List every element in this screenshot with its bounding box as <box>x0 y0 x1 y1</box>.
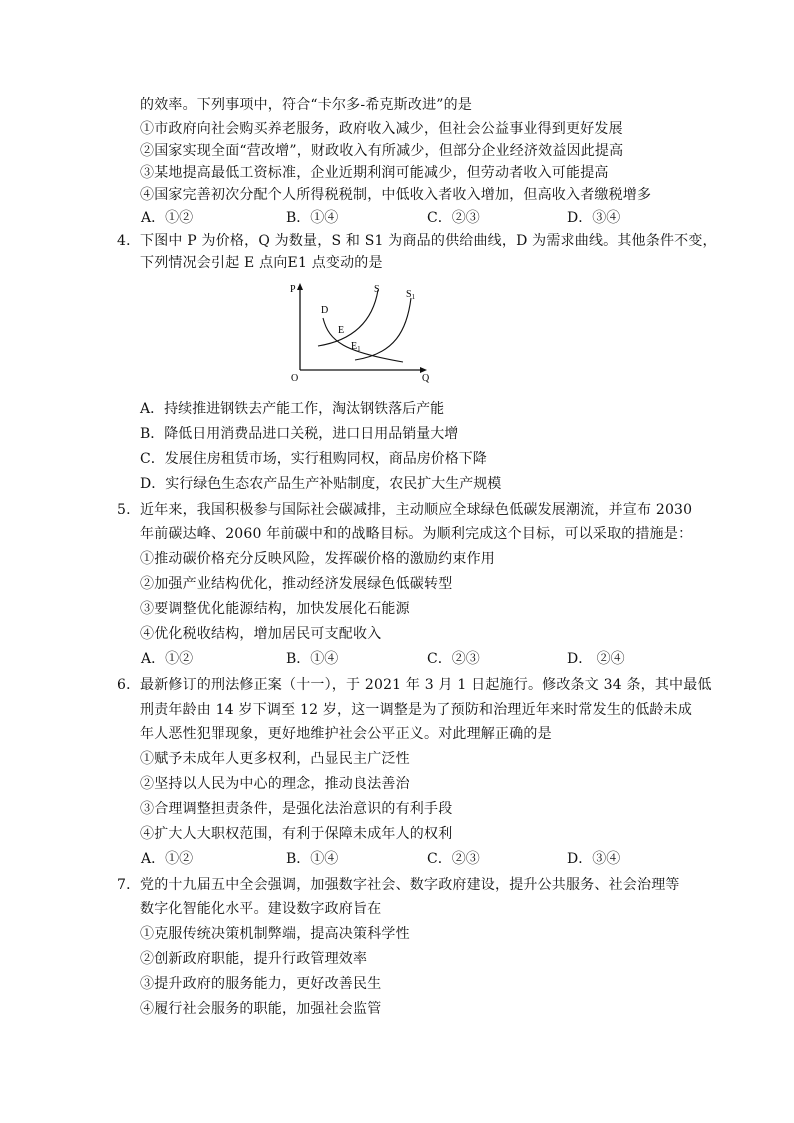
s-label: S <box>374 284 380 295</box>
q5-item-4: ④优化税收结构，增加居民可支配收入 <box>140 626 382 642</box>
q3-option-a: A．①② <box>141 210 194 226</box>
q6-option-a: A．①② <box>141 851 194 867</box>
q7-item-3: ③提升政府的服务能力，更好改善民生 <box>140 976 382 992</box>
q5-option-b: B．①④ <box>286 651 339 667</box>
q4-choice-a: A．持续推进钢铁去产能工作，淘汰钢铁落后产能 <box>140 401 445 417</box>
q6-stem-line-2: 刑责年龄由 14 岁下调至 12 岁，这一调整是为了预防和治理近年来时常发生的低龄未成 <box>140 702 693 718</box>
q5-option-c: C．②③ <box>427 651 480 667</box>
s1-label: $S_1$ <box>406 289 416 301</box>
q5-stem-line-1: 近年来，我国积极参与国际社会碳减排，主动顺应全球绿色低碳发展潮流，并宣布 2030 <box>140 502 693 518</box>
q7-item-2: ②创新政府职能，提升行政管理效率 <box>140 951 368 967</box>
q5-option-d: D． ②④ <box>567 651 625 667</box>
q4-stem-line-1: 下图中 P 为价格，Q 为数量，S 和 S1 为商品的供给曲线，D 为需求曲线。其他条件不变， <box>140 233 717 249</box>
q6-stem-line-3: 年人恶性犯罪现象，更好地维护社会公平正义。对此理解正确的是 <box>140 726 552 742</box>
q6-number: 6． <box>117 677 141 693</box>
q3-option-b: B．①④ <box>286 210 339 226</box>
d-label: D <box>321 305 329 316</box>
p-axis-arrow-icon <box>297 283 303 290</box>
q4-choice-c: C．发展住房租赁市场，实行租购同权，商品房价格下降 <box>140 451 487 467</box>
q6-stem-line-1: 最新修订的刑法修正案（十一），于 2021 年 3 月 1 日起施行。修改条文 34 条，其中最低 <box>140 677 712 693</box>
p-label: P <box>290 284 296 295</box>
q6-item-2: ②坚持以人民为中心的理念，推动良法善治 <box>140 776 410 792</box>
supply-demand-graph <box>285 280 435 385</box>
supply-curve-s1 <box>355 298 411 360</box>
q7-stem-line-2: 数字化智能化水平。建设数字政府旨在 <box>140 901 382 917</box>
q4-number: 4． <box>117 233 141 249</box>
supply-curve-s <box>318 290 378 346</box>
q6-item-4: ④扩大人大职权范围，有利于保障未成年人的权利 <box>140 826 453 842</box>
q3-stem-tail: 的效率。下列事项中，符合“卡尔多-希克斯改进”的是 <box>140 97 473 113</box>
q3-option-c: C．②③ <box>427 210 480 226</box>
q6-option-d: D．③④ <box>567 851 621 867</box>
demand-curve-d <box>323 318 403 362</box>
q7-number: 7． <box>117 877 141 893</box>
q5-option-a: A．①② <box>141 651 194 667</box>
q5-stem-line-2: 年前碳达峰、2060 年前碳中和的战略目标。为顺利完成这个目标，可以采取的措施是： <box>140 526 693 542</box>
q4-stem-line-2: 下列情况会引起 E 点向E1 点变动的是 <box>140 255 383 271</box>
q7-item-4: ④履行社会服务的职能，加强社会监管 <box>140 1001 382 1017</box>
q3-option-d: D．③④ <box>567 210 621 226</box>
q4-choice-b: B．降低日用消费品进口关税，进口日用品销量大增 <box>140 426 459 442</box>
q-label: Q <box>422 373 430 384</box>
e-label: E <box>338 325 345 336</box>
q6-option-c: C．②③ <box>427 851 480 867</box>
o-label: O <box>291 373 299 384</box>
q3-item-1: ①市政府向社会购买养老服务，政府收入减少，但社会公益事业得到更好发展 <box>140 121 623 137</box>
q3-item-3: ③某地提高最低工资标准，企业近期利润可能减少，但劳动者收入可能提高 <box>140 165 609 181</box>
q4-choice-d: D．实行绿色生态农产品生产补贴制度，农民扩大生产规模 <box>140 476 502 492</box>
q6-option-b: B．①④ <box>286 851 339 867</box>
e1-label: $E_1$ <box>351 341 361 353</box>
q6-item-3: ③合理调整担责条件，是强化法治意识的有利手段 <box>140 801 453 817</box>
q5-item-2: ②加强产业结构优化，推动经济发展绿色低碳转型 <box>140 576 453 592</box>
q6-item-1: ①赋予未成年人更多权利，凸显民主广泛性 <box>140 751 410 767</box>
q5-item-1: ①推动碳价格充分反映风险，发挥碳价格的激励约束作用 <box>140 551 495 567</box>
q5-item-3: ③要调整优化能源结构，加快发展化石能源 <box>140 601 410 617</box>
q7-stem-line-1: 党的十九届五中全会强调，加强数字社会、数字政府建设，提升公共服务、社会治理等 <box>140 877 680 893</box>
q3-item-4: ④国家完善初次分配个人所得税税制，中低收入者收入增加，但高收入者缴税增多 <box>140 187 652 203</box>
q5-number: 5. <box>117 502 131 518</box>
q3-item-2: ②国家实现全面“营改增”，财政收入有所减少，但部分企业经济效益因此提高 <box>140 143 624 159</box>
q7-item-1: ①克服传统决策机制弊端，提高决策科学性 <box>140 926 410 942</box>
